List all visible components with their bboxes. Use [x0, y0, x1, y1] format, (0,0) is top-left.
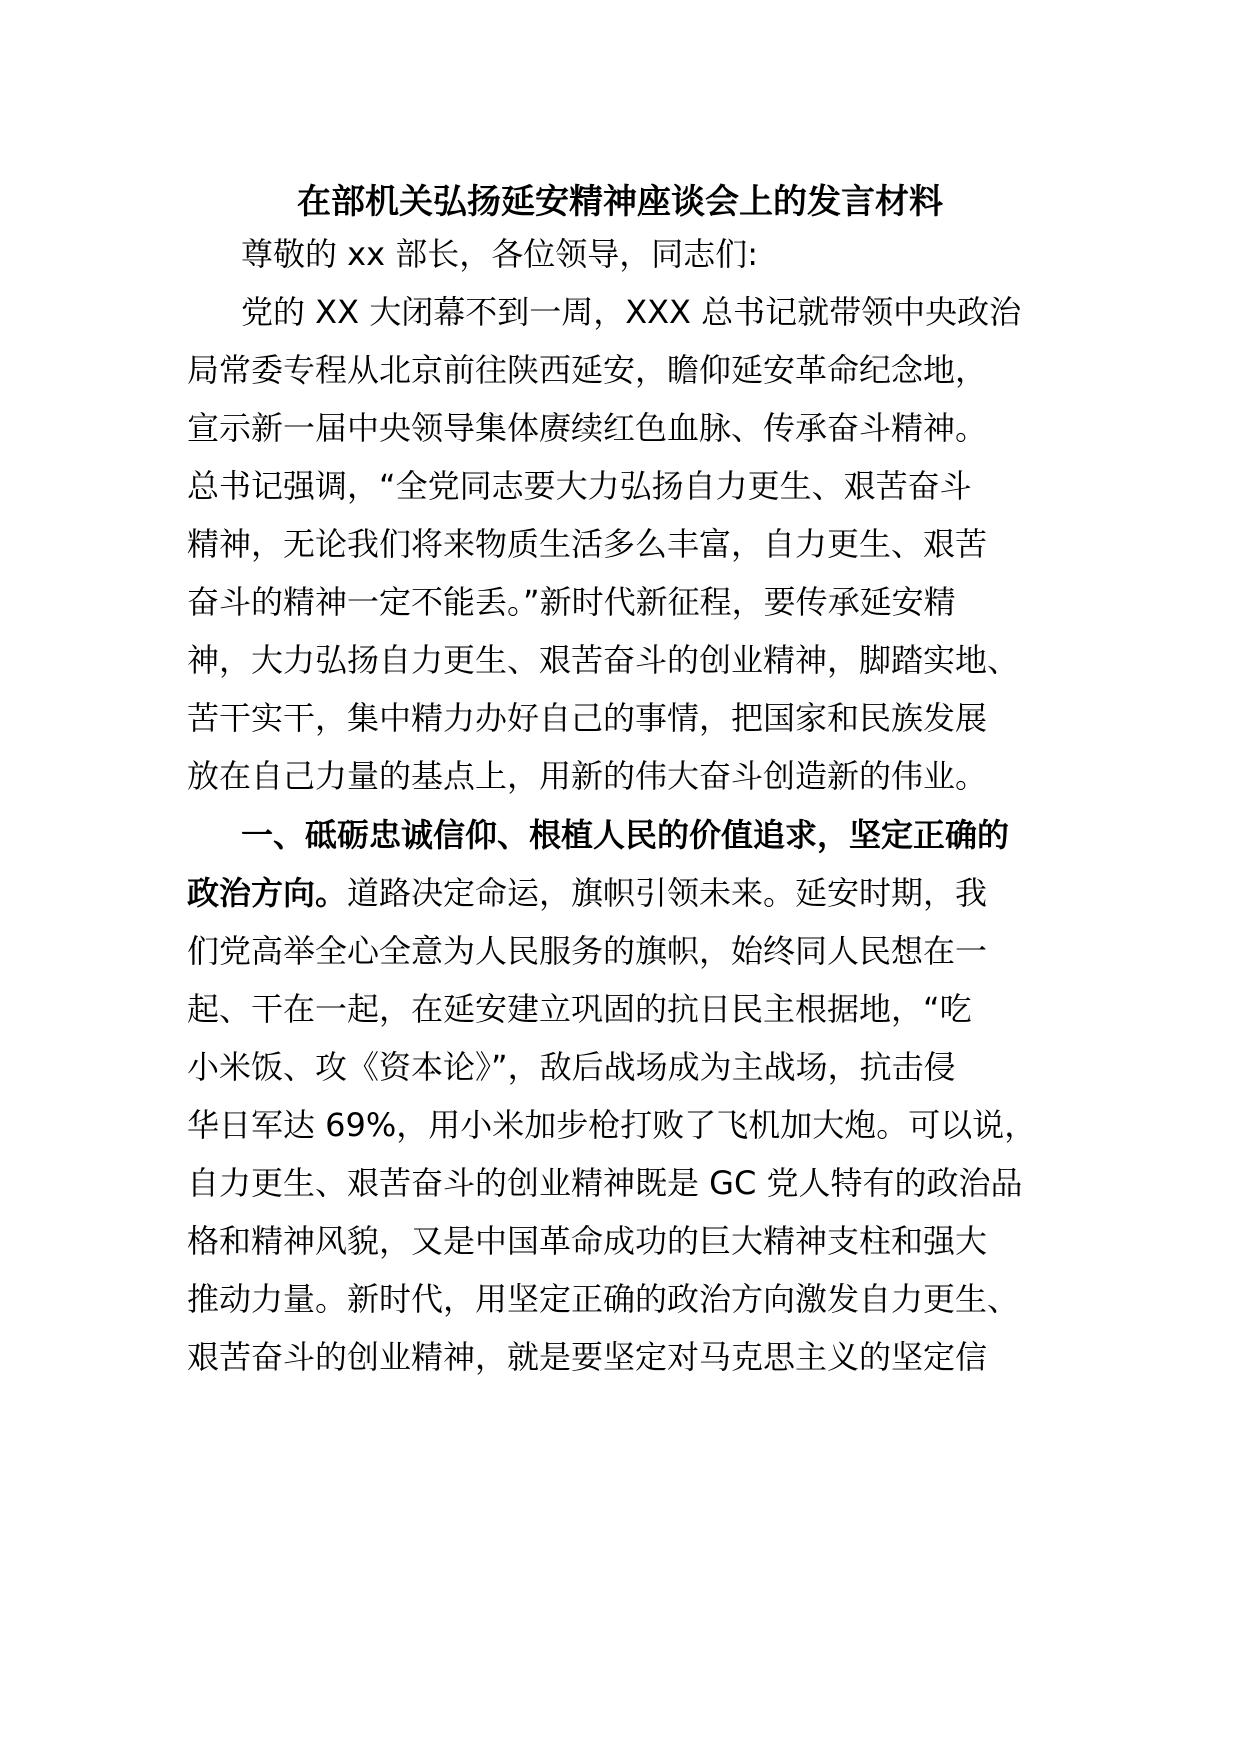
paragraph1-line: 苦干实干，集中精力办好自己的事情，把国家和民族发展 — [187, 699, 988, 737]
section1-line: 自力更生、艰苦奋斗的创业精神既是 GC 党人特有的政治品 — [187, 1164, 1023, 1202]
section1-line: 华日军达 69%，用小米加步枪打败了飞机加大炮。可以说， — [187, 1106, 1037, 1144]
section1-text-start: 道路决定命运，旗帜引领未来。延安时期，我 — [347, 874, 988, 912]
paragraph1-line: 总书记强调，“全党同志要大力弘扬自力更生、艰苦奋斗 — [187, 467, 972, 505]
paragraph1-line: 奋斗的精神一定不能丢。”新时代新征程，要传承延安精 — [187, 583, 956, 621]
section1-line: 推动力量。新时代，用坚定正确的政治方向激发自力更生、 — [187, 1280, 1020, 1318]
document-title: 在部机关弘扬延安精神座谈会上的发言材料 — [297, 182, 943, 222]
paragraph1-line: 局常委专程从北京前往陕西延安，瞻仰延安革命纪念地， — [187, 351, 988, 389]
section1-heading: 一、砥砺忠诚信仰、根植人民的价值追求，坚定正确的 — [241, 816, 1010, 854]
paragraph1-line: 放在自己力量的基点上，用新的伟大奋斗创造新的伟业。 — [187, 757, 988, 795]
section1-line: 起、干在一起，在延安建立巩固的抗日民主根据地，“吃 — [187, 990, 972, 1028]
salutation: 尊敬的 xx 部长，各位领导，同志们: — [241, 235, 759, 273]
paragraph1-line: 精神，无论我们将来物质生活多么丰富，自力更生、艰苦 — [187, 525, 988, 563]
section1-line: 们党高举全心全意为人民服务的旗帜，始终同人民想在一 — [187, 932, 988, 970]
section1-line: 格和精神风貌，又是中国革命成功的巨大精神支柱和强大 — [187, 1222, 988, 1260]
section1-line: 小米饭、攻《资本论》”，敌后战场成为主战场，抗击侵 — [187, 1048, 956, 1086]
section1-line: 艰苦奋斗的创业精神，就是要坚定对马克思主义的坚定信 — [187, 1338, 988, 1376]
section1-heading-continued — [187, 871, 987, 915]
paragraph1-line: 党的 XX 大闭幕不到一周，XXX 总书记就带领中央政治 — [241, 293, 1022, 331]
paragraph1-line: 神，大力弘扬自力更生、艰苦奋斗的创业精神，脚踏实地、 — [187, 641, 1020, 679]
section1-heading-end: 政治方向。 — [187, 874, 348, 912]
paragraph1-line: 宣示新一届中央领导集体赓续红色血脉、传承奋斗精神。 — [187, 409, 988, 447]
